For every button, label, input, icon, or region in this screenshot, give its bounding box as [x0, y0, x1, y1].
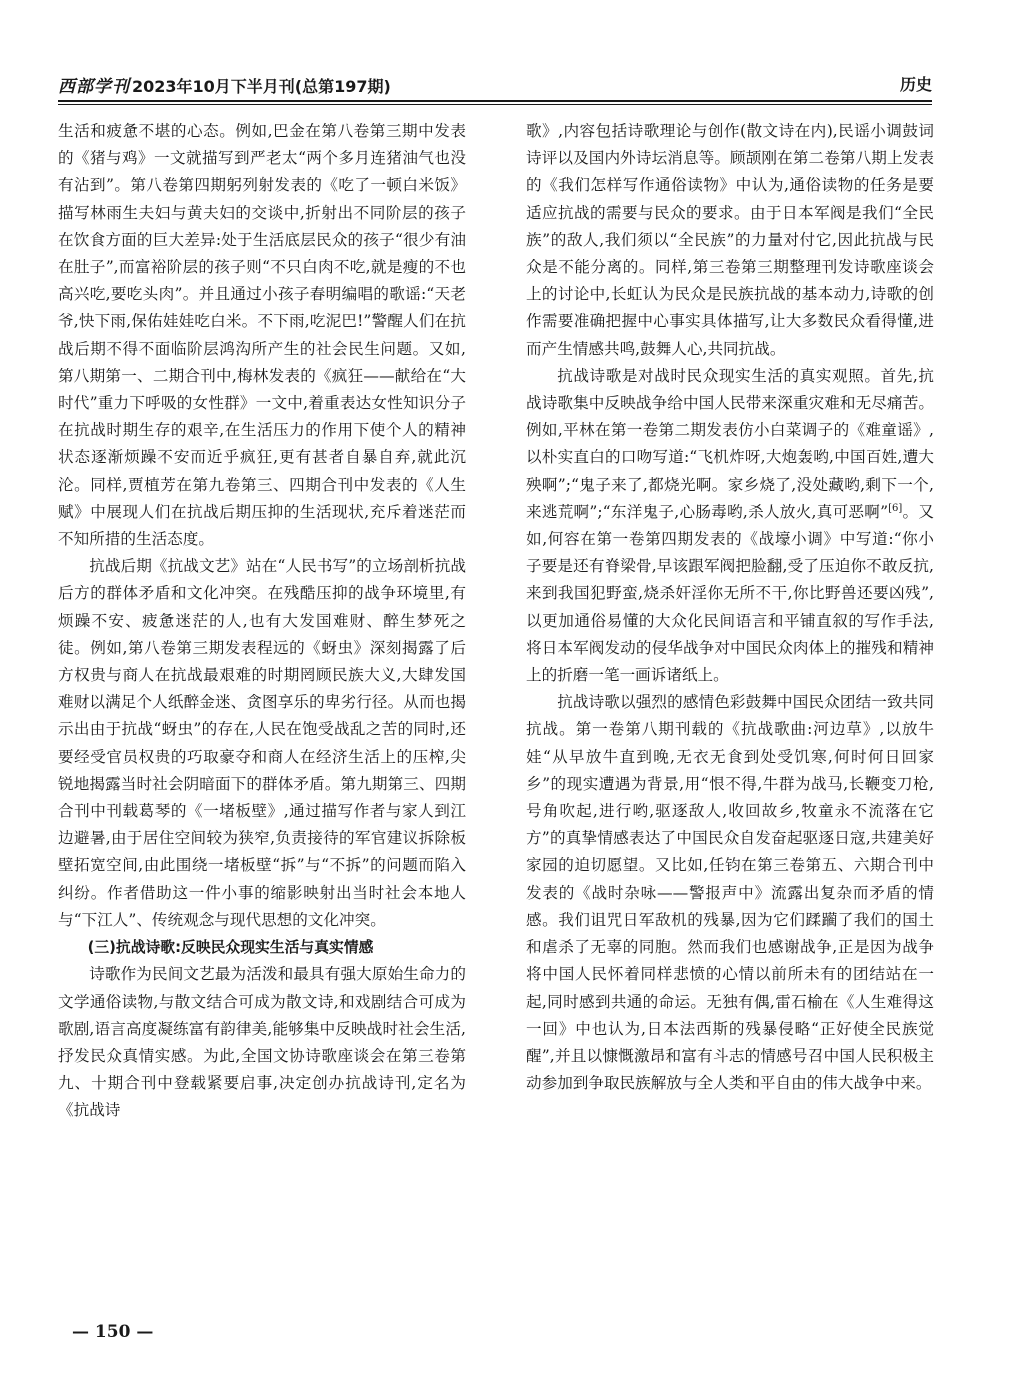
journal-logo: 西部学刊 [58, 77, 130, 97]
paragraph: 抗战后期《抗战文艺》站在“人民书写”的立场剖析抗战后方的群体矛盾和文化冲突。在残酷压抑的战争环境里,有烦躁不安、疲惫迷茫的人,也有大发国难财、醉生梦死之徒。例如,第八卷第三期发表程远的《蚜虫》深刻揭露了后方权贵与商人在抗战最艰难的时期罔顾民族大义,大肆发国难财以满足个人纸醉金迷、贪图享乐的卑劣行径。从而也揭示出由于抗战“蚜虫”的存在,人民在饱受战乱之苦的同时,还要经受官员权贵的巧取豪夺和商人在经济生活上的压榨,尖锐地揭露当时社会阴暗面下的群体矛盾。第九期第三、四期合刊中刊载葛琴的《一堵板壁》,通过描写作者与家人到江边避暑,由于居住空间较为狭窄,负责接待的军官建议拆除板壁拓宽空间,由此围绕一堵板壁“拆”与“不拆”的问题而陷入纠纷。作者借助这一件小事的缩影映射出当时社会本地人与“下江人”、传统观念与现代思想的文化冲突。 [58, 557, 466, 929]
paragraph-text: 抗战诗歌是对战时民众现实生活的真实观照。首先,抗战诗歌集中反映战争给中国人民带来深重灾难和无尽痛苦。例如,平林在第一卷第二期发表仿小白菜调子的《难童谣》,以朴实直白的口吻写道:“飞机炸呀,大炮轰哟,中国百姓,遭大殃啊”;“鬼子来了,都烧光啊。家乡烧了,没处藏哟,剩下一个,来逃荒啊”;“东洋鬼子,心肠毒哟,杀人放火,真可恶啊” [526, 366, 934, 521]
right-column [526, 118, 934, 1097]
section-heading: (三)抗战诗歌:反映民众现实生活与真实情感 [87, 939, 374, 957]
paragraph-text: 。又如,何容在第一卷第四期发表的《战壕小调》中写道:“你小子要是还有脊梁骨,早该跟军阀把脸翻,受了压迫你不敢反抗,来到我国犯野蛮,烧杀奸淫你无所不干,你比野兽还要凶残”,以更加通俗易懂的大众化民间语言和平铺直叙的写作手法,将日本军阀发动的侵华战争对中国民众肉体上的摧残和精神上的折磨一笔一画诉诸纸上。 [526, 502, 934, 685]
citation-marker: [6] [888, 502, 903, 514]
header-left [58, 72, 391, 97]
paragraph: 歌》,内容包括诗歌理论与创作(散文诗在内),民谣小调鼓词诗评以及国内外诗坛消息等。顾颉刚在第二卷第八期上发表的《我们怎样写作通俗读物》中认为,通俗读物的任务是要适应抗战的需要与民众的要求。由于日本军阀是我们“全民族”的敌人,我们须以“全民族”的力量对付它,因此抗战与民众是不能分离的。同样,第三卷第三期整理刊发诗歌座谈会上的讨论中,长虹认为民众是民族抗战的基本动力,诗歌的创作需要准确把握中心事实具体描写,让大多数民众看得懂,进而产生情感共鸣,鼓舞人心,共同抗战。 [526, 122, 934, 358]
running-header [58, 70, 932, 100]
page-number: — 150 — [72, 1322, 154, 1342]
paragraph: 生活和疲惫不堪的心态。例如,巴金在第八卷第三期中发表的《猪与鸡》一文就描写到严老太“两个多月连猪油气也没有沾到”。第八卷第四期躬列射发表的《吃了一顿白米饭》描写林雨生夫妇与黄夫妇的交谈中,折射出不同阶层的孩子在饮食方面的巨大差异:处于生活底层民众的孩子“很少有油在肚子”,而富裕阶层的孩子则“不只白肉不吃,就是瘦的不也高兴吃,要吃头肉”。并且通过小孩子春明编唱的歌谣:“天老爷,快下雨,保佑娃娃吃白米。不下雨,吃泥巴!”警醒人们在抗战后期不得不面临阶层鸿沟所产生的社会民生问题。又如,第八期第一、二期合刊中,梅林发表的《疯狂——献给在“大时代”重力下呼吸的女性群》一文中,着重表达女性知识分子在抗战时期生存的艰辛,在生活压力的作用下使个人的精神状态逐渐烦躁不安而近乎疯狂,更有甚者自暴自弃,就此沉沦。同样,贾植芳在第九卷第三、四期合刊中发表的《人生赋》中展现人们在抗战后期压抑的生活现状,充斥着迷茫而不知所措的生活态度。 [58, 122, 466, 549]
paragraph: 抗战诗歌以强烈的感情色彩鼓舞中国民众团结一致共同抗战。第一卷第八期刊载的《抗战歌曲:河边草》,以放牛娃“从早放牛直到晚,无衣无食到处受饥寒,何时何日回家乡”的现实遭遇为背景,用“恨不得,牛群为战马,长鞭变刀枪,号角吹起,进行哟,驱逐敌人,收回故乡,牧童永不流落在它方”的真挚情感表达了中国民众自发奋起驱逐日寇,共建美好家园的迫切愿望。又比如,任钧在第三卷第五、六期合刊中发表的《战时杂咏——警报声中》流露出复杂而矛盾的情感。我们诅咒日军敌机的残暴,因为它们蹂躏了我们的国土和虐杀了无辜的同胞。然而我们也感谢战争,正是因为战争将中国人民怀着同样悲愤的心情以前所未有的团结站在一起,同时感到共通的命运。无独有偶,雷石榆在《人生难得这一回》中也认为,日本法西斯的残暴侵略“正好使全民族觉醒”,并且以慷慨激昂和富有斗志的情感号召中国人民积极主动参加到争取民族解放与全人类和平自由的伟大战争中来。 [526, 693, 934, 1093]
issue-info: 2023年10月下半月刊(总第197期) [132, 77, 391, 96]
paragraph [526, 363, 934, 689]
left-column [58, 118, 466, 1125]
header-rule-thin [58, 104, 932, 105]
header-rule-thick [58, 100, 932, 102]
section-name: 历史 [899, 75, 932, 94]
paragraph: 诗歌作为民间文艺最为活泼和最具有强大原始生命力的文学通俗读物,与散文结合可成为散文诗,和戏剧结合可成为歌剧,语言高度凝练富有韵律美,能够集中反映战时社会生活,抒发民众真情实感。为此,全国文协诗歌座谈会在第三卷第九、十期合刊中登载紧要启事,决定创办抗战诗刊,定名为《抗战诗 [58, 965, 466, 1120]
